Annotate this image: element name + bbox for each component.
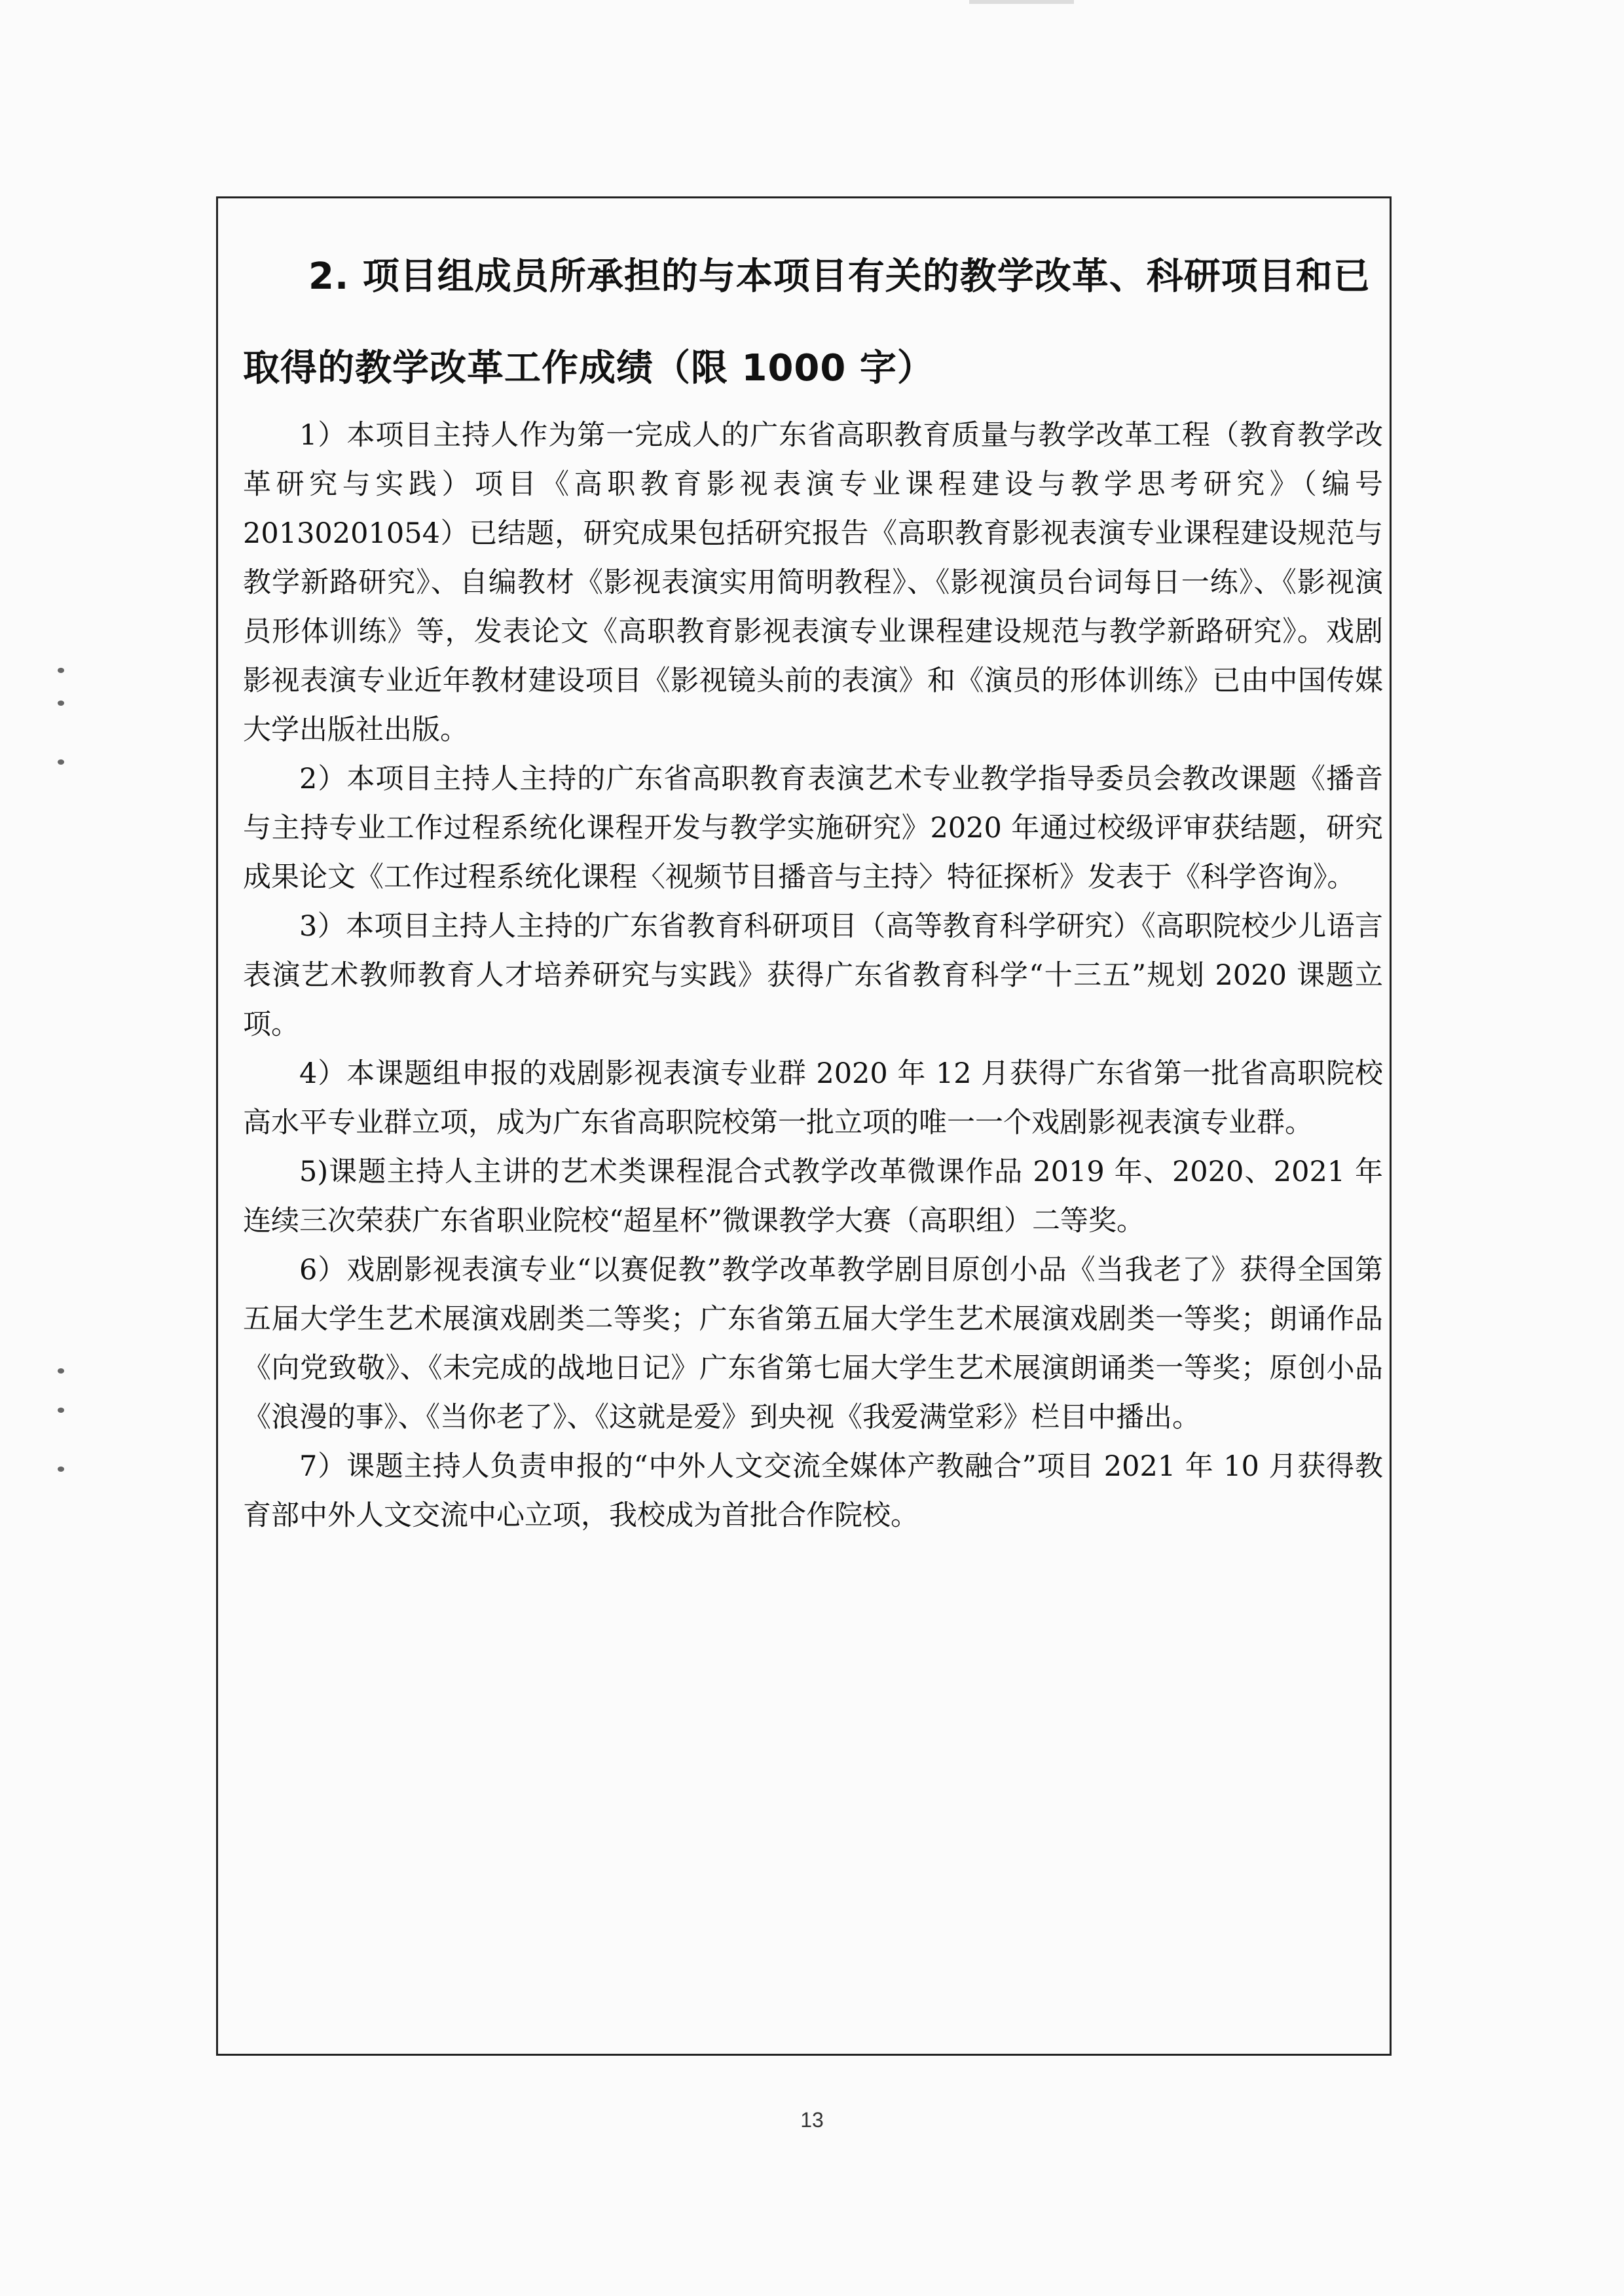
paragraph-6: 6）戏剧影视表演专业“以赛促教”教学改革教学剧目原创小品《当我老了》获得全国第五届大学生艺术展演戏剧类二等奖；广东省第五届大学生艺术展演戏剧类一等奖；朗诵作品《向党致敬》、《未完成的战地日记》广东省第七届大学生艺术展演朗诵类一等奖；原创小品《浪漫的事》、《当你老了》、《这就是爱》到央视《我爱满堂彩》栏目中播出。: [243, 1254, 1383, 1434]
body-text: [243, 411, 1383, 1540]
binding-hole-mark: [58, 668, 64, 673]
paragraph-4: 4）本课题组申报的戏剧影视表演专业群 2020 年 12 月获得广东省第一批省高职院校高水平专业群立项，成为广东省高职院校第一批立项的唯一一个戏剧影视表演专业群。: [243, 1057, 1383, 1139]
binding-hole-mark: [58, 1408, 64, 1413]
paragraph-3: 3）本项目主持人主持的广东省教育科研项目（高等教育科学研究）《高职院校少儿语言表演艺术教师教育人才培养研究与实践》获得广东省教育科学“十三五”规划 2020 课题立项。: [243, 910, 1383, 1041]
binding-hole-mark: [58, 759, 64, 765]
page-number: 13: [800, 2108, 824, 2132]
scan-artifact: [969, 0, 1074, 4]
section-heading: 2. 项目组成员所承担的与本项目有关的教学改革、科研项目和已取得的教学改革工作成绩（限 1000 字）: [243, 255, 1371, 390]
binding-hole-mark: [58, 1368, 64, 1374]
paragraph-7: 7）课题主持人负责申报的“中外人文交流全媒体产教融合”项目 2021 年 10 月获得教育部中外人文交流中心立项，我校成为首批合作院校。: [243, 1450, 1383, 1532]
paragraph-1: 1）本项目主持人作为第一完成人的广东省高职教育质量与教学改革工程（教育教学改革研究与实践）项目《高职教育影视表演专业课程建设与教学思考研究》（编号 20130201054）已结题，研究成果包括研究报告《高职教育影视表演专业课程建设规范与教学新路研究》、自编教材《影视表演实用简明教程》、《影视演员台词每日一练》、《影视演员形体训练》等，发表论文《高职教育影视表演专业课程建设规范与教学新路研究》。戏剧影视表演专业近年教材建设项目《影视镜头前的表演》和《演员的形体训练》已由中国传媒大学出版社出版。: [243, 419, 1383, 746]
paragraph-2: 2）本项目主持人主持的广东省高职教育表演艺术专业教学指导委员会教改课题《播音与主持专业工作过程系统化课程开发与教学实施研究》2020 年通过校级评审获结题，研究成果论文《工作过程系统化课程〈视频节目播音与主持〉特征探析》发表于《科学咨询》。: [243, 763, 1383, 894]
binding-hole-mark: [58, 1467, 64, 1472]
binding-hole-mark: [58, 701, 64, 706]
content-frame: [216, 196, 1392, 2056]
paragraph-5: 5)课题主持人主讲的艺术类课程混合式教学改革微课作品 2019 年、2020、2021 年连续三次荣获广东省职业院校“超星杯”微课教学大赛（高职组）二等奖。: [243, 1156, 1383, 1237]
